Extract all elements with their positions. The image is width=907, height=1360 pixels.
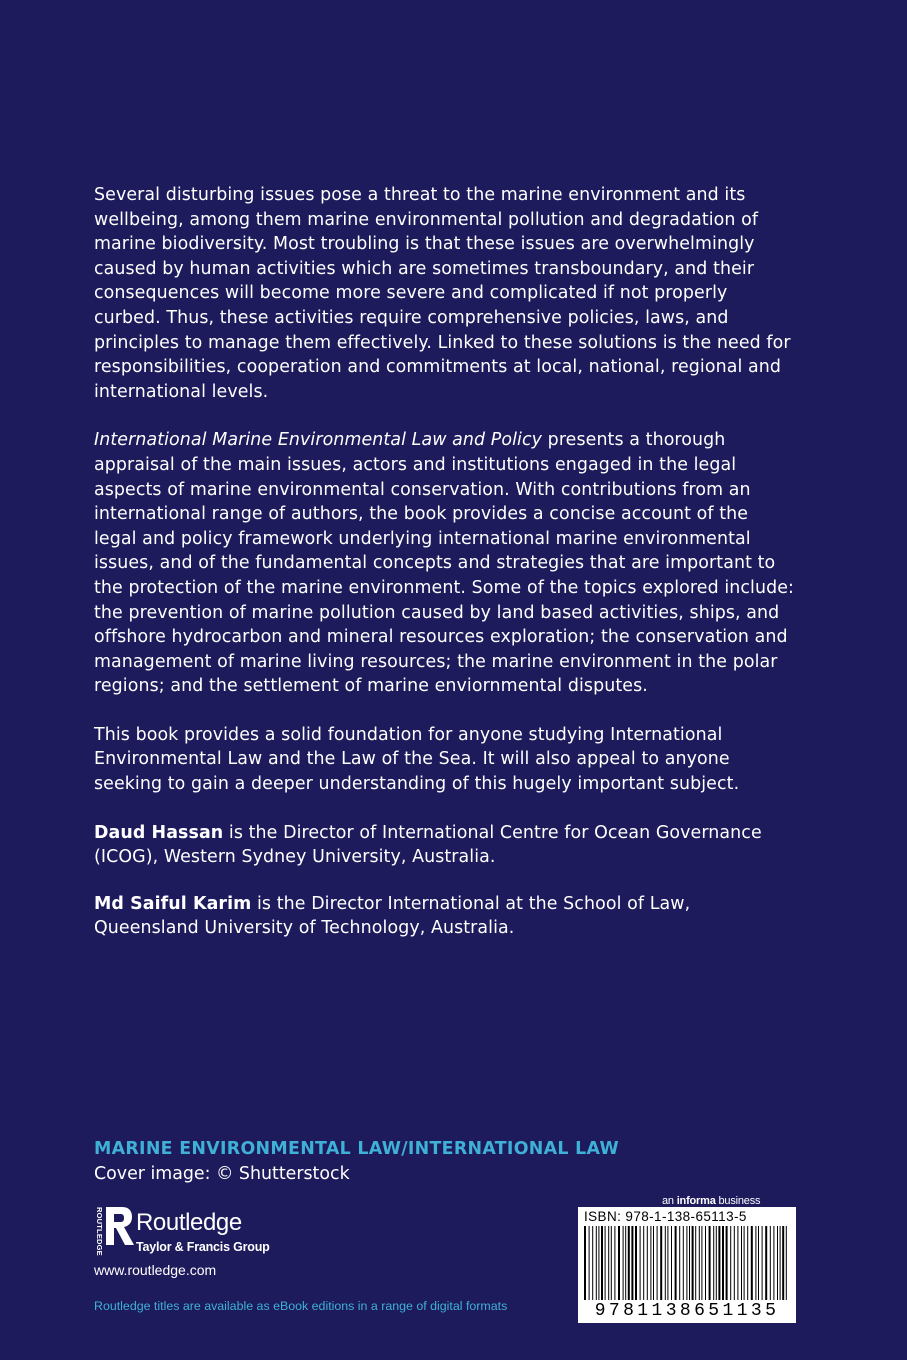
barcode-bar xyxy=(618,1226,620,1300)
barcode-bar xyxy=(598,1226,599,1300)
barcode-bar xyxy=(650,1226,651,1300)
barcode-bar xyxy=(734,1226,735,1300)
barcode-bar xyxy=(755,1226,756,1300)
barcode-bar xyxy=(730,1226,731,1300)
barcode-bar xyxy=(640,1226,641,1300)
barcode-bar xyxy=(782,1226,784,1300)
cover-image-credit: Cover image: © Shutterstock xyxy=(94,1164,350,1184)
ebook-note: Routledge titles are available as eBook editions in a range of digital formats xyxy=(94,1299,508,1313)
barcode-bar xyxy=(751,1226,753,1300)
barcode-bar xyxy=(741,1226,742,1300)
blurb-paragraph-2-text: presents a thorough appraisal of the main issues, actors and institutions engaged in the legal aspects of marine environmental conservation. With contributions from an international range of authors, the book provides a concise account of the legal and policy framework underlying international marine environmental issues, and of the fundamental concepts and strategies that are important to the protection of the marine environment. Some of the topics explored include: the prevention of marine pollution caused by land based activities, ships, and offshore hydrocarbon and mineral resources exploration; the conservation and management of marine living resources; the marine environment in the polar regions; and the settlement of marine enviornmental disputes. xyxy=(94,430,795,697)
barcode-bar xyxy=(605,1226,606,1300)
author-name: Daud Hassan xyxy=(94,822,224,843)
barcode-bar xyxy=(635,1226,637,1300)
routledge-r-mark xyxy=(106,1207,134,1245)
barcode-bar xyxy=(660,1226,662,1300)
barcode-bar xyxy=(786,1226,787,1300)
informa-business-label xyxy=(662,1195,760,1207)
barcode-bar xyxy=(643,1226,644,1300)
routledge-spine-text: ROUTLEDGE xyxy=(95,1207,104,1256)
barcode-bar xyxy=(689,1226,690,1300)
barcode-bar xyxy=(747,1226,748,1300)
informa-suffix: business xyxy=(715,1195,761,1207)
author-name: Md Saiful Karim xyxy=(94,893,252,914)
barcode-bar xyxy=(762,1226,763,1300)
barcode-bar xyxy=(705,1226,706,1300)
blurb-paragraph-2 xyxy=(94,428,794,699)
barcode-bar xyxy=(665,1226,666,1300)
barcode-bar xyxy=(726,1226,728,1300)
barcode-bar xyxy=(592,1226,593,1300)
publisher-website[interactable]: www.routledge.com xyxy=(94,1262,217,1278)
barcode-bar xyxy=(780,1226,781,1300)
barcode-bar xyxy=(777,1226,778,1300)
barcode-bar xyxy=(667,1226,668,1300)
subject-category: MARINE ENVIRONMENTAL LAW/INTERNATIONAL LAW xyxy=(94,1139,619,1159)
barcode-bar xyxy=(675,1226,677,1300)
barcode-bar xyxy=(596,1226,597,1300)
barcode-bar xyxy=(737,1226,738,1300)
barcode-digits: 9781138651135 xyxy=(594,1301,780,1321)
barcode-bar xyxy=(647,1226,648,1300)
barcode-bar xyxy=(671,1226,672,1300)
isbn-barcode xyxy=(578,1207,796,1323)
barcode-bar xyxy=(699,1226,700,1300)
barcode-bar xyxy=(611,1226,612,1300)
barcode-bar xyxy=(623,1226,624,1300)
barcode-bar xyxy=(770,1226,771,1300)
barcode-bar xyxy=(657,1226,658,1300)
isbn-label: ISBN: 978-1-138-65113-5 xyxy=(584,1209,747,1224)
publisher-name: Routledge xyxy=(136,1209,242,1236)
barcode-bar xyxy=(601,1226,603,1300)
barcode-bar xyxy=(701,1226,702,1300)
back-cover-blurb xyxy=(94,183,794,963)
blurb-paragraph-1: Several disturbing issues pose a threat to the marine environment and its wellbeing, among them marine environmental pollution and degradation of marine biodiversity. Most troubling is that these issues are overwhelmingly caused by human activities which are sometimes transboundary, and their consequences will become more severe and complicated if not properly curbed. Thus, these activities require comprehensive policies, laws, and principles to manage them effectively. Linked to these solutions is the need for responsibilities, cooperation and commitments at local, national, regional and international levels. xyxy=(94,185,791,402)
barcode-bar xyxy=(692,1226,694,1300)
barcode-bar xyxy=(713,1226,714,1300)
barcode-bar xyxy=(584,1226,586,1300)
barcode-bar xyxy=(683,1226,684,1300)
barcode-bar xyxy=(628,1226,630,1300)
author-bio-1 xyxy=(94,821,794,870)
barcode-bars xyxy=(582,1226,792,1302)
barcode-bar xyxy=(631,1226,633,1300)
book-title: International Marine Environmental Law and Policy xyxy=(94,430,543,451)
barcode-bar xyxy=(709,1226,711,1300)
barcode-bar xyxy=(758,1226,759,1300)
blurb-paragraph-3: This book provides a solid foundation for anyone studying International Environmental Law and the Law of the Sea. It will also appeal to anyone seeking to gain a deeper understanding of this hugely important subject. xyxy=(94,724,740,795)
barcode-bar xyxy=(653,1226,654,1300)
barcode-bar xyxy=(686,1226,687,1300)
barcode-bar xyxy=(608,1226,609,1300)
barcode-bar xyxy=(765,1226,767,1300)
barcode-bar xyxy=(718,1226,720,1300)
barcode-bar xyxy=(589,1226,590,1300)
informa-brand: informa xyxy=(676,1195,716,1207)
author-bio-2 xyxy=(94,892,794,941)
barcode-bar xyxy=(773,1226,774,1300)
barcode-bar xyxy=(614,1226,615,1300)
barcode-bar xyxy=(679,1226,680,1300)
author-bio-text: is the Director International at the School of Law, Queensland University of Technology, Australia. xyxy=(94,893,691,939)
author-bio-text: is the Director of International Centre for Ocean Governance (ICOG), Western Sydney University, Australia. xyxy=(94,822,762,868)
barcode-bar xyxy=(722,1226,724,1300)
publisher-group: Taylor & Francis Group xyxy=(136,1240,270,1254)
barcode-bar xyxy=(695,1226,696,1300)
barcode-bar xyxy=(716,1226,717,1300)
barcode-bar xyxy=(744,1226,745,1300)
informa-prefix: an xyxy=(662,1195,677,1207)
barcode-bar xyxy=(625,1226,626,1300)
